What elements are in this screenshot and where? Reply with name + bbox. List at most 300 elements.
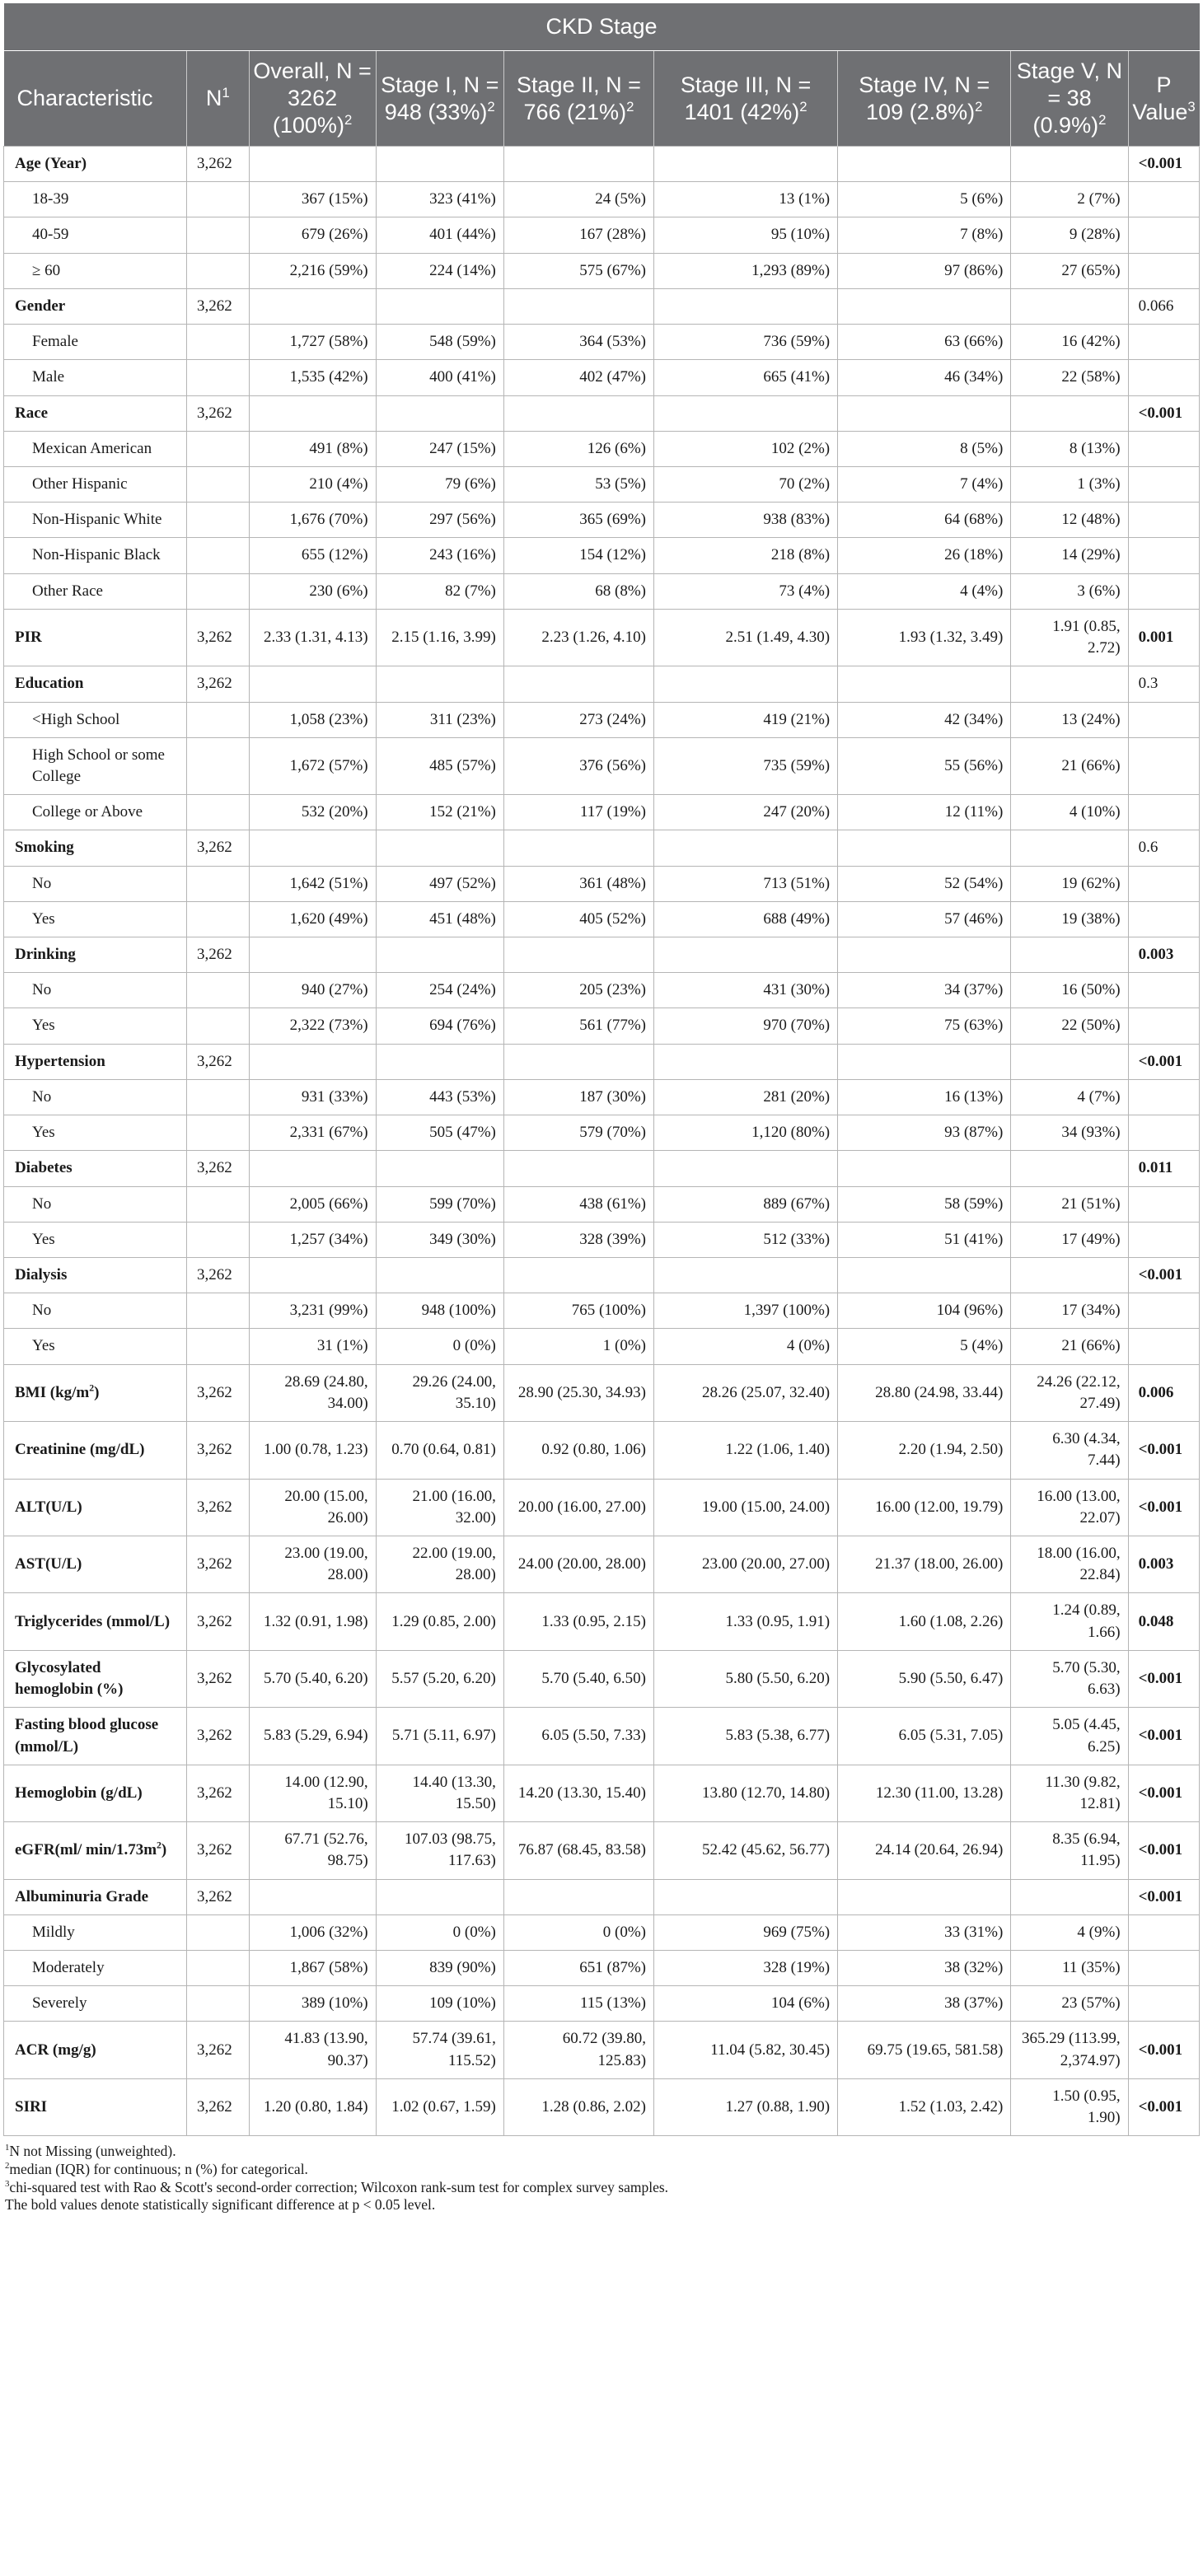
value-cell-stage-v: 21 (66%) [1011, 1329, 1128, 1364]
column-header-label: Characteristic [16, 86, 153, 111]
n-cell: 3,262 [187, 1258, 249, 1293]
column-header-label: Stage V, N = 38 (0.9%) [1016, 58, 1123, 138]
n-cell [187, 702, 249, 737]
value-cell-stage-ii: 76.87 (68.45, 83.58) [503, 1822, 653, 1879]
value-cell-overall: 2.33 (1.31, 4.13) [249, 609, 376, 666]
p-value-cell [1128, 1115, 1199, 1151]
value-cell-overall: 367 (15%) [249, 182, 376, 217]
value-cell-stage-v: 16 (50%) [1011, 973, 1128, 1008]
p-value-cell [1128, 217, 1199, 253]
value-cell-overall [249, 1258, 376, 1293]
value-cell-stage-iv: 69.75 (19.65, 581.58) [838, 2022, 1011, 2078]
value-cell-overall [249, 666, 376, 702]
value-cell-stage-iv: 104 (96%) [838, 1293, 1011, 1329]
characteristic-label: eGFR(ml/ min/1.73m [15, 1841, 157, 1859]
characteristic-cell [4, 217, 187, 253]
characteristic-label: <High School [32, 710, 120, 728]
p-value-cell [1128, 737, 1199, 794]
table-row-variable [4, 1879, 1200, 1914]
value-cell-stage-iii: 102 (2%) [654, 431, 838, 466]
value-cell-stage-i [376, 1044, 503, 1079]
value-cell-stage-v: 24.26 (22.12, 27.49) [1011, 1364, 1128, 1421]
n-cell: 3,262 [187, 1479, 249, 1536]
value-cell-overall: 5.83 (5.29, 6.94) [249, 1708, 376, 1765]
n-cell [187, 973, 249, 1008]
value-cell-stage-i: 57.74 (39.61, 115.52) [376, 2022, 503, 2078]
characteristic-label: Hemoglobin (g/dL) [15, 1784, 143, 1802]
table-row-variable [4, 288, 1200, 324]
value-cell-stage-i [376, 395, 503, 431]
characteristic-cell [4, 795, 187, 830]
table-row-level [4, 702, 1200, 737]
characteristic-cell [4, 253, 187, 288]
footnote-text: N not Missing (unweighted). [9, 2143, 176, 2160]
value-cell-stage-v: 11 (35%) [1011, 1951, 1128, 1986]
value-cell-stage-iii: 19.00 (15.00, 24.00) [654, 1479, 838, 1536]
p-value-cell: <0.001 [1128, 147, 1199, 182]
value-cell-overall: 931 (33%) [249, 1079, 376, 1115]
p-value-cell [1128, 360, 1199, 395]
value-cell-stage-iii [654, 147, 838, 182]
n-cell [187, 866, 249, 901]
value-cell-stage-iii: 1.22 (1.06, 1.40) [654, 1422, 838, 1479]
value-cell-stage-iv: 7 (8%) [838, 217, 1011, 253]
n-cell [187, 573, 249, 609]
n-cell [187, 737, 249, 794]
value-cell-stage-iii: 328 (19%) [654, 1951, 838, 1986]
characteristic-label: Albuminuria Grade [15, 1887, 149, 1905]
value-cell-stage-iii: 13 (1%) [654, 182, 838, 217]
column-header-stage-v [1011, 51, 1128, 147]
p-value-cell [1128, 1914, 1199, 1950]
value-cell-stage-iv: 7 (4%) [838, 466, 1011, 502]
characteristic-cell [4, 2022, 187, 2078]
value-cell-stage-i: 254 (24%) [376, 973, 503, 1008]
value-cell-stage-i: 694 (76%) [376, 1008, 503, 1044]
characteristic-cell [4, 1222, 187, 1257]
value-cell-stage-i: 247 (15%) [376, 431, 503, 466]
value-cell-stage-i: 14.40 (13.30, 15.50) [376, 1765, 503, 1821]
table-caption: CKD Stage [4, 3, 1200, 51]
value-cell-overall: 2,331 (67%) [249, 1115, 376, 1151]
p-value-cell [1128, 1951, 1199, 1986]
footnote [5, 2161, 1200, 2179]
characteristic-label: No [32, 981, 52, 999]
value-cell-stage-i: 1.02 (0.67, 1.59) [376, 2078, 503, 2135]
characteristic-cell [4, 466, 187, 502]
value-cell-stage-v: 1.24 (0.89, 1.66) [1011, 1593, 1128, 1650]
characteristic-cell [4, 1479, 187, 1536]
value-cell-stage-i: 599 (70%) [376, 1186, 503, 1222]
n-cell: 3,262 [187, 1822, 249, 1879]
value-cell-overall: 31 (1%) [249, 1329, 376, 1364]
value-cell-stage-v: 9 (28%) [1011, 217, 1128, 253]
n-cell [187, 360, 249, 395]
value-cell-stage-iii: 889 (67%) [654, 1186, 838, 1222]
footnote-marker: 2 [975, 98, 983, 115]
value-cell-stage-iv: 24.14 (20.64, 26.94) [838, 1822, 1011, 1879]
n-cell [187, 182, 249, 217]
characteristic-label: ≥ 60 [32, 261, 61, 279]
value-cell-stage-iv: 5 (4%) [838, 1329, 1011, 1364]
value-cell-stage-v [1011, 1258, 1128, 1293]
value-cell-stage-iv: 28.80 (24.98, 33.44) [838, 1364, 1011, 1421]
n-cell: 3,262 [187, 1708, 249, 1765]
p-value-cell: 0.006 [1128, 1364, 1199, 1421]
footnote-text: median (IQR) for continuous; n (%) for categorical. [9, 2161, 308, 2178]
characteristic-label: Yes [32, 1017, 55, 1035]
value-cell-stage-ii: 2.23 (1.26, 4.10) [503, 609, 653, 666]
table-row-level [4, 217, 1200, 253]
value-cell-stage-v: 13 (24%) [1011, 702, 1128, 737]
characteristic-cell [4, 503, 187, 538]
value-cell-stage-iv: 51 (41%) [838, 1222, 1011, 1257]
characteristic-label: Smoking [15, 839, 74, 857]
value-cell-stage-iv: 34 (37%) [838, 973, 1011, 1008]
value-cell-stage-iii: 218 (8%) [654, 538, 838, 573]
column-header-p-value [1128, 51, 1199, 147]
value-cell-stage-v: 27 (65%) [1011, 253, 1128, 288]
header-row [4, 51, 1200, 147]
table-row-level [4, 1079, 1200, 1115]
characteristic-cell [4, 737, 187, 794]
value-cell-stage-iv: 8 (5%) [838, 431, 1011, 466]
value-cell-overall: 210 (4%) [249, 466, 376, 502]
characteristic-label: College or Above [32, 803, 143, 821]
p-value-cell: <0.001 [1128, 395, 1199, 431]
column-header-label: Stage II, N = 766 (21%) [517, 72, 641, 124]
characteristic-cell [4, 147, 187, 182]
value-cell-stage-ii: 328 (39%) [503, 1222, 653, 1257]
characteristic-label: No [32, 1087, 52, 1106]
value-cell-stage-v: 4 (7%) [1011, 1079, 1128, 1115]
table-row-variable [4, 1044, 1200, 1079]
table-row-level [4, 573, 1200, 609]
value-cell-stage-i: 297 (56%) [376, 503, 503, 538]
footnote-marker: 2 [487, 98, 495, 115]
characteristic-cell [4, 702, 187, 737]
n-cell [187, 1186, 249, 1222]
characteristic-cell [4, 1115, 187, 1151]
value-cell-stage-i: 323 (41%) [376, 182, 503, 217]
value-cell-stage-ii: 187 (30%) [503, 1079, 653, 1115]
value-cell-stage-iv: 16.00 (12.00, 19.79) [838, 1479, 1011, 1536]
value-cell-stage-iii [654, 1151, 838, 1186]
n-cell [187, 1986, 249, 2022]
label-tail: ) [161, 1841, 167, 1859]
value-cell-stage-iii: 95 (10%) [654, 217, 838, 253]
value-cell-stage-iv: 21.37 (18.00, 26.00) [838, 1536, 1011, 1592]
table-row-level [4, 1186, 1200, 1222]
value-cell-stage-v [1011, 830, 1128, 866]
characteristic-cell [4, 431, 187, 466]
table-row-level [4, 1115, 1200, 1151]
value-cell-overall [249, 147, 376, 182]
table-row-variable [4, 666, 1200, 702]
label-tail: ) [94, 1383, 100, 1401]
value-cell-stage-v: 1 (3%) [1011, 466, 1128, 502]
value-cell-overall: 1.20 (0.80, 1.84) [249, 2078, 376, 2135]
value-cell-stage-iv [838, 1151, 1011, 1186]
table-row-level [4, 503, 1200, 538]
characteristic-cell [4, 1765, 187, 1821]
characteristic-cell [4, 1151, 187, 1186]
p-value-cell: <0.001 [1128, 1765, 1199, 1821]
value-cell-stage-iv [838, 830, 1011, 866]
characteristic-cell [4, 1593, 187, 1650]
n-cell [187, 466, 249, 502]
value-cell-stage-iii [654, 1879, 838, 1914]
value-cell-stage-ii [503, 395, 653, 431]
value-cell-stage-iii: 13.80 (12.70, 14.80) [654, 1765, 838, 1821]
value-cell-stage-iii: 970 (70%) [654, 1008, 838, 1044]
characteristic-cell [4, 1650, 187, 1707]
value-cell-overall: 41.83 (13.90, 90.37) [249, 2022, 376, 2078]
value-cell-overall: 1,058 (23%) [249, 702, 376, 737]
value-cell-stage-ii [503, 1258, 653, 1293]
value-cell-stage-iii: 1,293 (89%) [654, 253, 838, 288]
table-row-variable [4, 1422, 1200, 1479]
characteristic-label: BMI (kg/m [15, 1383, 90, 1401]
value-cell-stage-ii: 651 (87%) [503, 1951, 653, 1986]
value-cell-stage-i: 0.70 (0.64, 0.81) [376, 1422, 503, 1479]
value-cell-overall: 1.32 (0.91, 1.98) [249, 1593, 376, 1650]
value-cell-overall: 230 (6%) [249, 573, 376, 609]
value-cell-stage-v: 8 (13%) [1011, 431, 1128, 466]
value-cell-overall: 14.00 (12.90, 15.10) [249, 1765, 376, 1821]
value-cell-stage-v: 34 (93%) [1011, 1115, 1128, 1151]
n-cell: 3,262 [187, 1650, 249, 1707]
p-value-cell: 0.3 [1128, 666, 1199, 702]
p-value-cell [1128, 901, 1199, 937]
table-row-level [4, 1293, 1200, 1329]
p-value-cell: <0.001 [1128, 1258, 1199, 1293]
value-cell-stage-iii: 70 (2%) [654, 466, 838, 502]
value-cell-stage-iii: 1.27 (0.88, 1.90) [654, 2078, 838, 2135]
n-cell: 3,262 [187, 1536, 249, 1592]
p-value-cell: 0.003 [1128, 937, 1199, 973]
footnote [5, 2179, 1200, 2197]
value-cell-stage-v [1011, 937, 1128, 973]
p-value-cell [1128, 1186, 1199, 1222]
value-cell-stage-ii [503, 937, 653, 973]
label-superscript: 2 [89, 1382, 95, 1394]
value-cell-stage-ii: 579 (70%) [503, 1115, 653, 1151]
n-cell [187, 431, 249, 466]
p-value-cell: 0.011 [1128, 1151, 1199, 1186]
value-cell-stage-iv: 5 (6%) [838, 182, 1011, 217]
value-cell-overall [249, 288, 376, 324]
value-cell-stage-v: 14 (29%) [1011, 538, 1128, 573]
p-value-cell: <0.001 [1128, 2078, 1199, 2135]
n-cell: 3,262 [187, 1151, 249, 1186]
characteristic-label: Diabetes [15, 1159, 73, 1177]
p-value-cell [1128, 866, 1199, 901]
p-value-cell: <0.001 [1128, 1044, 1199, 1079]
value-cell-stage-ii: 154 (12%) [503, 538, 653, 573]
p-value-cell [1128, 1008, 1199, 1044]
value-cell-stage-i [376, 830, 503, 866]
value-cell-stage-iv: 38 (32%) [838, 1951, 1011, 1986]
table-row-variable [4, 1479, 1200, 1536]
value-cell-stage-v [1011, 1879, 1128, 1914]
table-row-variable [4, 1708, 1200, 1765]
value-cell-stage-iv: 93 (87%) [838, 1115, 1011, 1151]
characteristic-cell [4, 1364, 187, 1421]
value-cell-stage-ii: 405 (52%) [503, 901, 653, 937]
value-cell-stage-ii: 167 (28%) [503, 217, 653, 253]
p-value-cell [1128, 538, 1199, 573]
characteristic-label: Fasting blood glucose (mmol/L) [15, 1716, 159, 1756]
n-cell: 3,262 [187, 1422, 249, 1479]
value-cell-stage-iii [654, 288, 838, 324]
value-cell-stage-ii: 24 (5%) [503, 182, 653, 217]
characteristic-label: Education [15, 675, 84, 693]
value-cell-overall: 5.70 (5.40, 6.20) [249, 1650, 376, 1707]
value-cell-overall: 3,231 (99%) [249, 1293, 376, 1329]
characteristic-cell [4, 1914, 187, 1950]
value-cell-overall: 940 (27%) [249, 973, 376, 1008]
characteristic-label: Other Race [32, 582, 103, 600]
value-cell-stage-ii: 561 (77%) [503, 1008, 653, 1044]
characteristic-cell [4, 830, 187, 866]
value-cell-overall: 1,672 (57%) [249, 737, 376, 794]
value-cell-stage-v: 3 (6%) [1011, 573, 1128, 609]
column-header-label: Stage III, N = 1401 (42%) [680, 72, 812, 124]
value-cell-stage-iv: 5.90 (5.50, 6.47) [838, 1650, 1011, 1707]
n-cell [187, 325, 249, 360]
value-cell-stage-iii [654, 1044, 838, 1079]
value-cell-stage-iv [838, 937, 1011, 973]
value-cell-stage-i: 485 (57%) [376, 737, 503, 794]
value-cell-stage-i: 5.57 (5.20, 6.20) [376, 1650, 503, 1707]
p-value-cell: <0.001 [1128, 1650, 1199, 1707]
value-cell-stage-i: 443 (53%) [376, 1079, 503, 1115]
value-cell-stage-iii: 419 (21%) [654, 702, 838, 737]
p-value-cell [1128, 973, 1199, 1008]
value-cell-stage-i: 548 (59%) [376, 325, 503, 360]
value-cell-stage-iv: 55 (56%) [838, 737, 1011, 794]
value-cell-stage-iv: 57 (46%) [838, 901, 1011, 937]
value-cell-stage-v [1011, 288, 1128, 324]
value-cell-stage-i [376, 666, 503, 702]
value-cell-stage-iv: 42 (34%) [838, 702, 1011, 737]
p-value-cell [1128, 702, 1199, 737]
footnote [5, 2196, 1200, 2214]
value-cell-stage-iv [838, 1044, 1011, 1079]
p-value-cell [1128, 466, 1199, 502]
value-cell-stage-ii: 6.05 (5.50, 7.33) [503, 1708, 653, 1765]
value-cell-stage-iv: 46 (34%) [838, 360, 1011, 395]
value-cell-stage-ii [503, 1044, 653, 1079]
value-cell-stage-iii: 688 (49%) [654, 901, 838, 937]
value-cell-stage-iv [838, 288, 1011, 324]
value-cell-stage-iv: 1.93 (1.32, 3.49) [838, 609, 1011, 666]
value-cell-stage-iii: 736 (59%) [654, 325, 838, 360]
characteristic-label: ACR (mg/g) [15, 2041, 96, 2059]
characteristic-label: Moderately [32, 1959, 105, 1977]
value-cell-stage-i [376, 1258, 503, 1293]
value-cell-stage-i: 839 (90%) [376, 1951, 503, 1986]
p-value-cell: 0.6 [1128, 830, 1199, 866]
footnotes [3, 2143, 1200, 2214]
value-cell-overall: 28.69 (24.80, 34.00) [249, 1364, 376, 1421]
characteristic-label: Age (Year) [15, 155, 87, 172]
p-value-cell [1128, 795, 1199, 830]
value-cell-stage-ii: 24.00 (20.00, 28.00) [503, 1536, 653, 1592]
n-cell: 3,262 [187, 609, 249, 666]
column-header-stage-i [376, 51, 503, 147]
value-cell-stage-ii [503, 666, 653, 702]
value-cell-stage-ii: 364 (53%) [503, 325, 653, 360]
characteristic-cell [4, 1822, 187, 1879]
value-cell-stage-iv: 75 (63%) [838, 1008, 1011, 1044]
value-cell-stage-v: 17 (49%) [1011, 1222, 1128, 1257]
value-cell-stage-v: 19 (62%) [1011, 866, 1128, 901]
value-cell-stage-v: 22 (58%) [1011, 360, 1128, 395]
table-row-variable [4, 830, 1200, 866]
table-row-variable [4, 1650, 1200, 1707]
value-cell-stage-iv [838, 147, 1011, 182]
value-cell-overall: 1,867 (58%) [249, 1951, 376, 1986]
characteristic-cell [4, 1008, 187, 1044]
value-cell-overall: 679 (26%) [249, 217, 376, 253]
footnote-marker: 3 [5, 2178, 10, 2189]
value-cell-overall: 491 (8%) [249, 431, 376, 466]
p-value-cell: 0.001 [1128, 609, 1199, 666]
characteristic-cell [4, 325, 187, 360]
characteristic-cell [4, 360, 187, 395]
table-row-level [4, 1914, 1200, 1950]
column-header-label: Stage I, N = 948 (33%) [381, 72, 499, 124]
p-value-cell [1128, 1986, 1199, 2022]
column-header-stage-iii [654, 51, 838, 147]
value-cell-stage-v: 11.30 (9.82, 12.81) [1011, 1765, 1128, 1821]
table-figure [3, 3, 1200, 2214]
caption-row [4, 3, 1200, 51]
footnote-marker: 3 [1187, 98, 1196, 115]
characteristic-cell [4, 973, 187, 1008]
characteristic-label: Triglycerides (mmol/L) [15, 1612, 171, 1630]
value-cell-overall: 389 (10%) [249, 1986, 376, 2022]
value-cell-stage-iv: 16 (13%) [838, 1079, 1011, 1115]
value-cell-stage-v: 22 (50%) [1011, 1008, 1128, 1044]
table-row-level [4, 253, 1200, 288]
characteristic-cell [4, 182, 187, 217]
footnote-marker: 2 [1098, 111, 1107, 128]
value-cell-stage-iii: 28.26 (25.07, 32.40) [654, 1364, 838, 1421]
value-cell-stage-ii: 361 (48%) [503, 866, 653, 901]
p-value-cell [1128, 1329, 1199, 1364]
characteristic-label: Mexican American [32, 439, 152, 457]
value-cell-stage-ii: 438 (61%) [503, 1186, 653, 1222]
value-cell-stage-v: 8.35 (6.94, 11.95) [1011, 1822, 1128, 1879]
value-cell-stage-i [376, 937, 503, 973]
value-cell-stage-iv: 12.30 (11.00, 13.28) [838, 1765, 1011, 1821]
value-cell-stage-i: 109 (10%) [376, 1986, 503, 2022]
value-cell-stage-iv: 1.60 (1.08, 2.26) [838, 1593, 1011, 1650]
value-cell-stage-i: 224 (14%) [376, 253, 503, 288]
column-header-label: Overall, N = 3262 (100%) [253, 58, 372, 138]
table-row-variable [4, 937, 1200, 973]
value-cell-stage-v: 4 (9%) [1011, 1914, 1128, 1950]
value-cell-overall: 20.00 (15.00, 26.00) [249, 1479, 376, 1536]
value-cell-stage-i [376, 1879, 503, 1914]
value-cell-stage-iii: 52.42 (45.62, 56.77) [654, 1822, 838, 1879]
table-row-variable [4, 1364, 1200, 1421]
value-cell-stage-ii [503, 288, 653, 324]
table-row-variable [4, 1258, 1200, 1293]
